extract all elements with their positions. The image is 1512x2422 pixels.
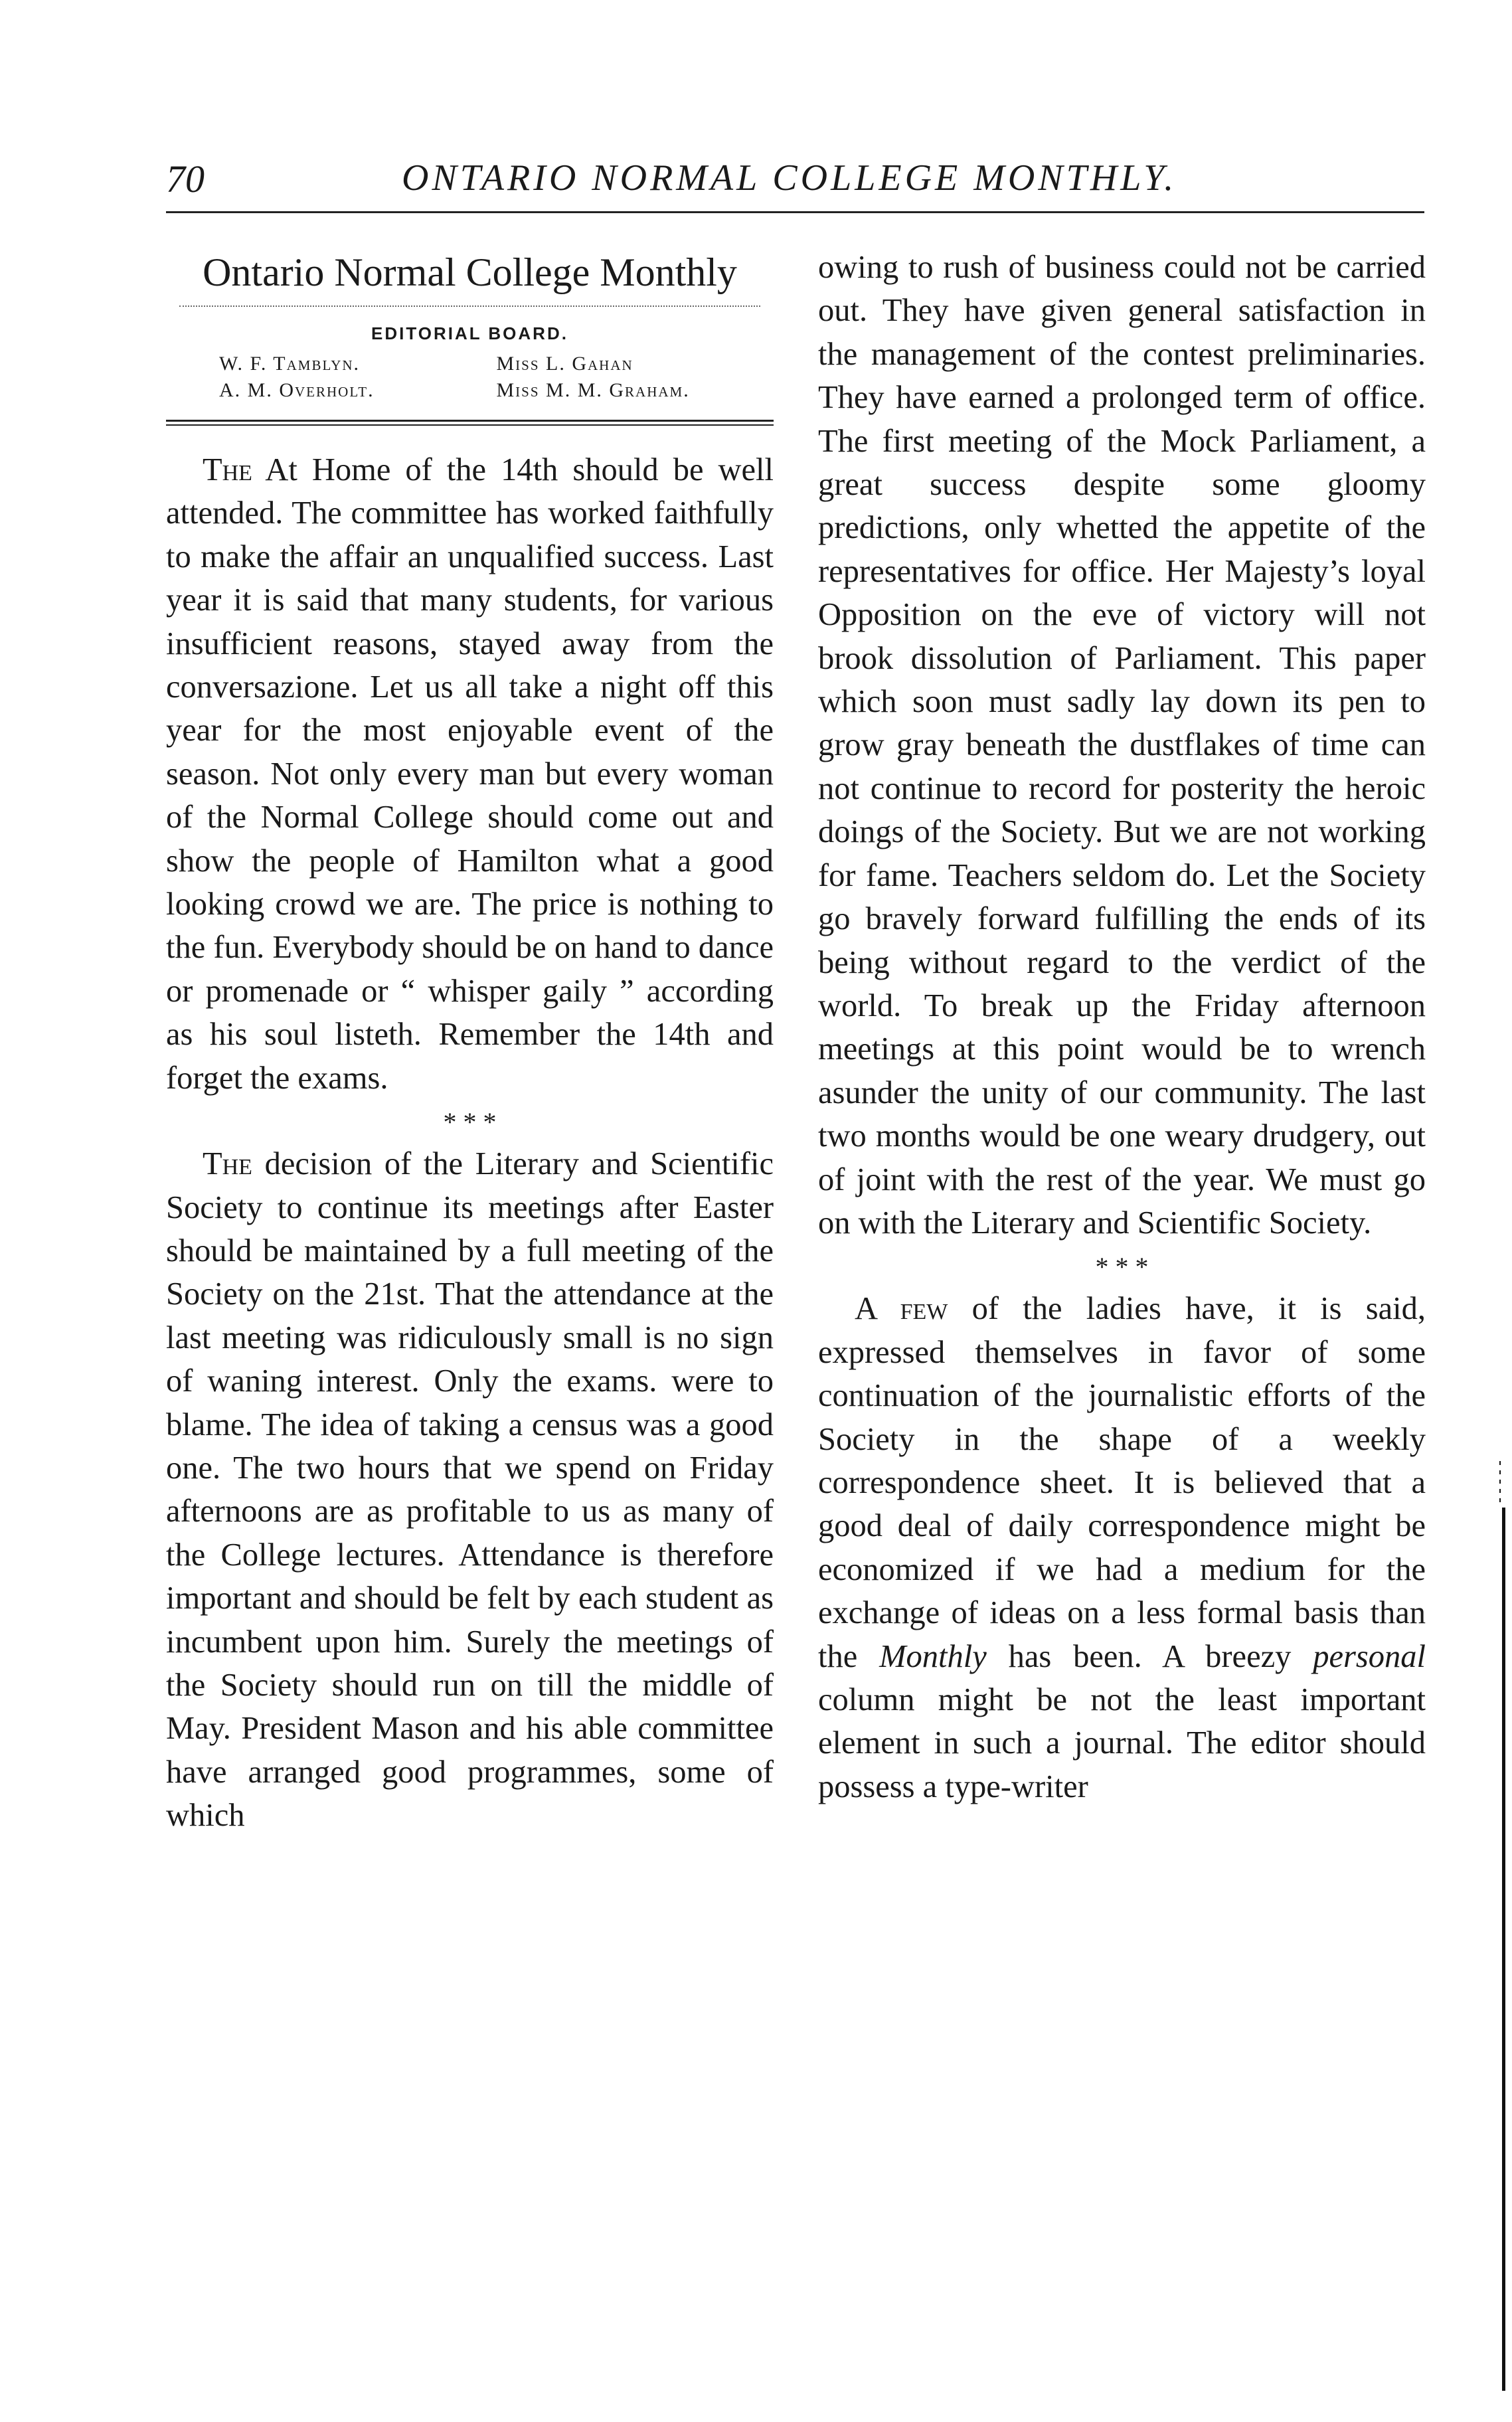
- section-separator: [166, 1102, 774, 1142]
- left-column: [166, 246, 774, 1838]
- board-member: W. F. Tamblyn.: [219, 353, 361, 375]
- asterism: * * *: [443, 1107, 497, 1138]
- page-number: 70: [166, 157, 205, 201]
- masthead-title: Ontario Normal College Monthly: [203, 250, 737, 294]
- editorial-paragraph-at-home: [166, 448, 774, 1100]
- italic-monthly: Monthly: [879, 1638, 987, 1674]
- paragraph-body: of the ladies have, it is said, expressed themselves in favor of some continuation of the journalistic efforts of the Society in the shape of a weekly correspondence sheet. It is believed that a good deal of daily correspondence might be economized if we had a medium for the exchange of ideas on a less formal basis than the: [818, 1291, 1426, 1674]
- section-separator: [818, 1247, 1426, 1287]
- journal-title: ONTARIO NORMAL COLLEGE MONTHLY.: [402, 157, 1177, 199]
- header-rule: [166, 211, 1424, 213]
- paragraph-body: At Home of the 14th should be well attended. The committee has worked faithfully to make the affair an unqualified success. Last year it is said that many students, for various insufficient reasons, stayed away from the conversazione. Let us all take a night off this year for the most enjoyable event of the season. Not only every man but every woman of the Normal College should come out and show the people of Hamilton what a good looking crowd we are. The price is nothing to the fun. Everybody should be on hand to dance or promenade or “ whisper gaily ” according as his soul listeth. Remember the 14th and forget the exams.: [166, 452, 774, 1096]
- board-member: Miss M. M. Graham.: [496, 379, 690, 401]
- editorial-paragraph-continued: owing to rush of business could not be carried out. They have given general satisfaction in the management of the contest preliminaries. They have earned a prolonged term of office. The first meeting of the Mock Parliament, a great success despite some gloomy predictions, only whetted the appetite of the representatives for office. Her Majesty’s loyal Opposition on the eve of victory will not brook dissolution of Parliament. This paper which soon must sadly lay down its pen to grow gray beneath the dustflakes of time can not continue to record for posterity the heroic doings of the Society. But we are not working for fame. Teachers seldom do. Let the Society go bravely forward fulfilling the ends of its being without regard to the verdict of the world. To break up the Friday afternoon meetings at this point would be to wrench asunder the unity of our community. The last two months would be one weary drudgery, out of joint with the rest of the year. We must go on with the Literary and Scientific Society.: [818, 250, 1426, 1241]
- lead-word: The: [203, 452, 252, 487]
- editorial-paragraph-literary-society: [166, 1142, 774, 1838]
- masthead-double-rule: [166, 420, 774, 426]
- lead-word: A few: [855, 1291, 948, 1327]
- italic-personal: personal: [1313, 1638, 1426, 1674]
- paragraph-body: has been. A breezy: [986, 1638, 1313, 1674]
- asterism: * * *: [1095, 1252, 1149, 1282]
- editorial-board-heading: EDITORIAL BOARD.: [371, 323, 568, 343]
- board-member: A. M. Overholt.: [219, 379, 375, 401]
- scan-edge-line: [1502, 1508, 1505, 2391]
- scan-edge-mark: [1499, 1461, 1501, 1508]
- masthead-dotted-rule: [179, 305, 760, 307]
- board-member: Miss L. Gahan: [496, 353, 633, 375]
- editorial-board-list: [166, 348, 774, 404]
- paragraph-body: decision of the Literary and Scientific Society to continue its meetings after Easter should be maintained by a full meeting of the Society on the 21st. That the attendance at the last meeting was ridiculously small is no sign of waning interest. Only the exams. were to blame. The idea of taking a census was a good one. The two hours that we spend on Friday afternoons are as profitable to us as many of the College lectures. Attendance is therefore important and should be felt by each student as incumbent upon him. Surely the meetings of the Society should run on till the middle of May. President Mason and his able committee have arranged good programmes, some of which: [166, 1146, 774, 1834]
- editorial-paragraph-correspondence-sheet: [818, 1287, 1426, 1808]
- right-column: [818, 246, 1426, 1808]
- running-head: [166, 157, 1428, 210]
- lead-word: The: [203, 1146, 252, 1182]
- paragraph-body: column might be not the least important element in such a journal. The editor should possess a type-writer: [818, 1682, 1426, 1804]
